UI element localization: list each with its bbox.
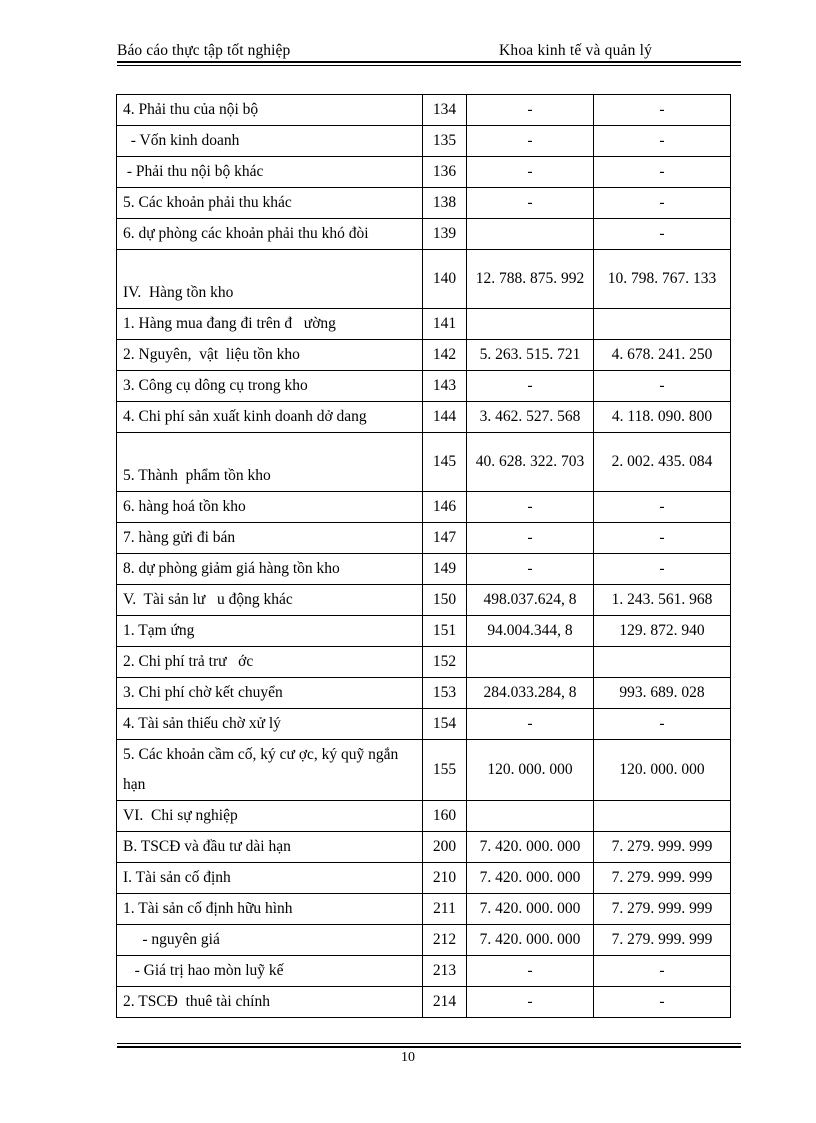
row-amount-end: 7. 420. 000. 000 [467,863,594,894]
row-amount-begin: - [594,188,731,219]
row-code: 151 [423,616,467,647]
row-amount-end: - [467,523,594,554]
row-amount-begin: 7. 279. 999. 999 [594,894,731,925]
row-amount-begin: - [594,523,731,554]
row-item-label: 7. hàng gửi đi bán [117,523,423,554]
table-row [117,371,731,402]
row-item-label: 3. Công cụ dông cụ trong kho [117,371,423,402]
table-row [117,709,731,740]
row-amount-end: - [467,157,594,188]
row-item-label: - nguyên giá [117,925,423,956]
row-code: 213 [423,956,467,987]
row-amount-begin: 7. 279. 999. 999 [594,925,731,956]
row-amount-end: - [467,492,594,523]
row-amount-end: 284.033.284, 8 [467,678,594,709]
row-code: 210 [423,863,467,894]
row-amount-end: 7. 420. 000. 000 [467,832,594,863]
row-amount-end: 498.037.624, 8 [467,585,594,616]
table-row [117,523,731,554]
row-item-label: - Giá trị hao mòn luỹ kế [117,956,423,987]
row-code: 143 [423,371,467,402]
row-amount-begin: - [594,987,731,1018]
row-code: 150 [423,585,467,616]
table-row [117,956,731,987]
footer-rule-thick [117,1046,741,1048]
header-rule-thick [117,61,741,63]
row-amount-begin [594,309,731,340]
table-row [117,250,731,309]
page-header [117,40,741,62]
table-row [117,801,731,832]
table-row [117,987,731,1018]
row-item-label: B. TSCĐ và đầu tư dài hạn [117,832,423,863]
row-amount-begin: 2. 002. 435. 084 [594,433,731,492]
table-row [117,433,731,492]
row-code: 141 [423,309,467,340]
row-amount-begin: 4. 678. 241. 250 [594,340,731,371]
row-amount-begin: - [594,126,731,157]
table-row [117,188,731,219]
table-row [117,340,731,371]
row-amount-end: 120. 000. 000 [467,740,594,801]
row-amount-end [467,309,594,340]
row-amount-begin [594,647,731,678]
row-amount-begin: 1. 243. 561. 968 [594,585,731,616]
row-item-label: V. Tài sản lư u động khác [117,585,423,616]
header-faculty: Khoa kinh tế và quản lý [499,42,653,59]
balance-sheet-table [116,94,731,1018]
row-amount-end: - [467,554,594,585]
row-amount-end [467,219,594,250]
row-amount-begin: 129. 872. 940 [594,616,731,647]
row-amount-end [467,647,594,678]
table-row [117,863,731,894]
row-item-label: - Vốn kinh doanh [117,126,423,157]
row-amount-end: 5. 263. 515. 721 [467,340,594,371]
row-amount-end: - [467,188,594,219]
row-code: 212 [423,925,467,956]
row-code: 149 [423,554,467,585]
row-amount-begin: 120. 000. 000 [594,740,731,801]
row-amount-begin: - [594,95,731,126]
row-amount-begin: - [594,371,731,402]
row-amount-end: - [467,987,594,1018]
footer-rule-thin [117,1043,741,1044]
row-amount-begin: - [594,219,731,250]
row-code: 160 [423,801,467,832]
row-item-label: I. Tài sản cố định [117,863,423,894]
row-amount-begin: 4. 118. 090. 800 [594,402,731,433]
row-amount-begin: - [594,492,731,523]
row-amount-end: - [467,126,594,157]
row-amount-begin: - [594,554,731,585]
table-row [117,219,731,250]
row-amount-begin: 7. 279. 999. 999 [594,832,731,863]
row-amount-end [467,801,594,832]
row-code: 144 [423,402,467,433]
row-item-label: 5. Các khoản cầm cố, ký cư ợc, ký quỹ ngắn hạn [117,740,423,801]
table-row [117,678,731,709]
row-item-label: 4. Tài sản thiếu chờ xử lý [117,709,423,740]
row-amount-begin: 10. 798. 767. 133 [594,250,731,309]
row-code: 134 [423,95,467,126]
row-code: 200 [423,832,467,863]
row-amount-begin: 7. 279. 999. 999 [594,863,731,894]
row-item-label: 6. hàng hoá tồn kho [117,492,423,523]
row-amount-begin: - [594,709,731,740]
row-amount-begin: 993. 689. 028 [594,678,731,709]
row-code: 142 [423,340,467,371]
row-item-label: 4. Phải thu của nội bộ [117,95,423,126]
row-code: 155 [423,740,467,801]
row-item-label: IV. Hàng tồn kho [117,250,423,309]
row-amount-end: - [467,709,594,740]
table-row [117,925,731,956]
row-amount-end: - [467,956,594,987]
table-row [117,740,731,801]
row-code: 140 [423,250,467,309]
row-item-label: 4. Chi phí sản xuất kinh doanh dở dang [117,402,423,433]
table-row [117,894,731,925]
row-amount-end: - [467,95,594,126]
row-code: 145 [423,433,467,492]
row-item-label: 3. Chi phí chờ kết chuyển [117,678,423,709]
row-code: 211 [423,894,467,925]
row-item-label: 2. Nguyên, vật liệu tồn kho [117,340,423,371]
row-amount-end: 7. 420. 000. 000 [467,894,594,925]
table-row [117,402,731,433]
row-item-label: 1. Tạm ứng [117,616,423,647]
table-row [117,585,731,616]
row-amount-begin: - [594,956,731,987]
table-row [117,554,731,585]
row-amount-end: 40. 628. 322. 703 [467,433,594,492]
row-code: 214 [423,987,467,1018]
table-row [117,492,731,523]
row-amount-begin: - [594,157,731,188]
row-code: 146 [423,492,467,523]
row-amount-begin [594,801,731,832]
header-rule-thin [117,65,741,66]
row-amount-end: 3. 462. 527. 568 [467,402,594,433]
row-code: 136 [423,157,467,188]
row-item-label: 8. dự phòng giảm giá hàng tồn kho [117,554,423,585]
table-row [117,616,731,647]
header-report-title: Báo cáo thực tập tốt nghiệp [117,42,291,59]
row-code: 147 [423,523,467,554]
row-code: 152 [423,647,467,678]
row-item-label: 1. Hàng mua đang đi trên đ ường [117,309,423,340]
row-amount-end: - [467,371,594,402]
row-item-label: 2. TSCĐ thuê tài chính [117,987,423,1018]
row-code: 154 [423,709,467,740]
row-amount-end: 94.004.344, 8 [467,616,594,647]
row-item-label: 6. dự phòng các khoản phải thu khó đòi [117,219,423,250]
row-code: 153 [423,678,467,709]
row-amount-end: 7. 420. 000. 000 [467,925,594,956]
row-amount-end: 12. 788. 875. 992 [467,250,594,309]
row-item-label: 5. Thành phẩm tồn kho [117,433,423,492]
row-item-label: - Phải thu nội bộ khác [117,157,423,188]
row-code: 139 [423,219,467,250]
table-row [117,647,731,678]
row-item-label: 5. Các khoản phải thu khác [117,188,423,219]
table-row [117,95,731,126]
row-item-label: 2. Chi phí trả trư ớc [117,647,423,678]
row-code: 135 [423,126,467,157]
table-row [117,832,731,863]
page-number: 10 [401,1050,415,1065]
row-item-label: VI. Chi sự nghiệp [117,801,423,832]
row-code: 138 [423,188,467,219]
table-row [117,309,731,340]
table-row [117,157,731,188]
table-row [117,126,731,157]
row-item-label: 1. Tài sản cố định hữu hình [117,894,423,925]
